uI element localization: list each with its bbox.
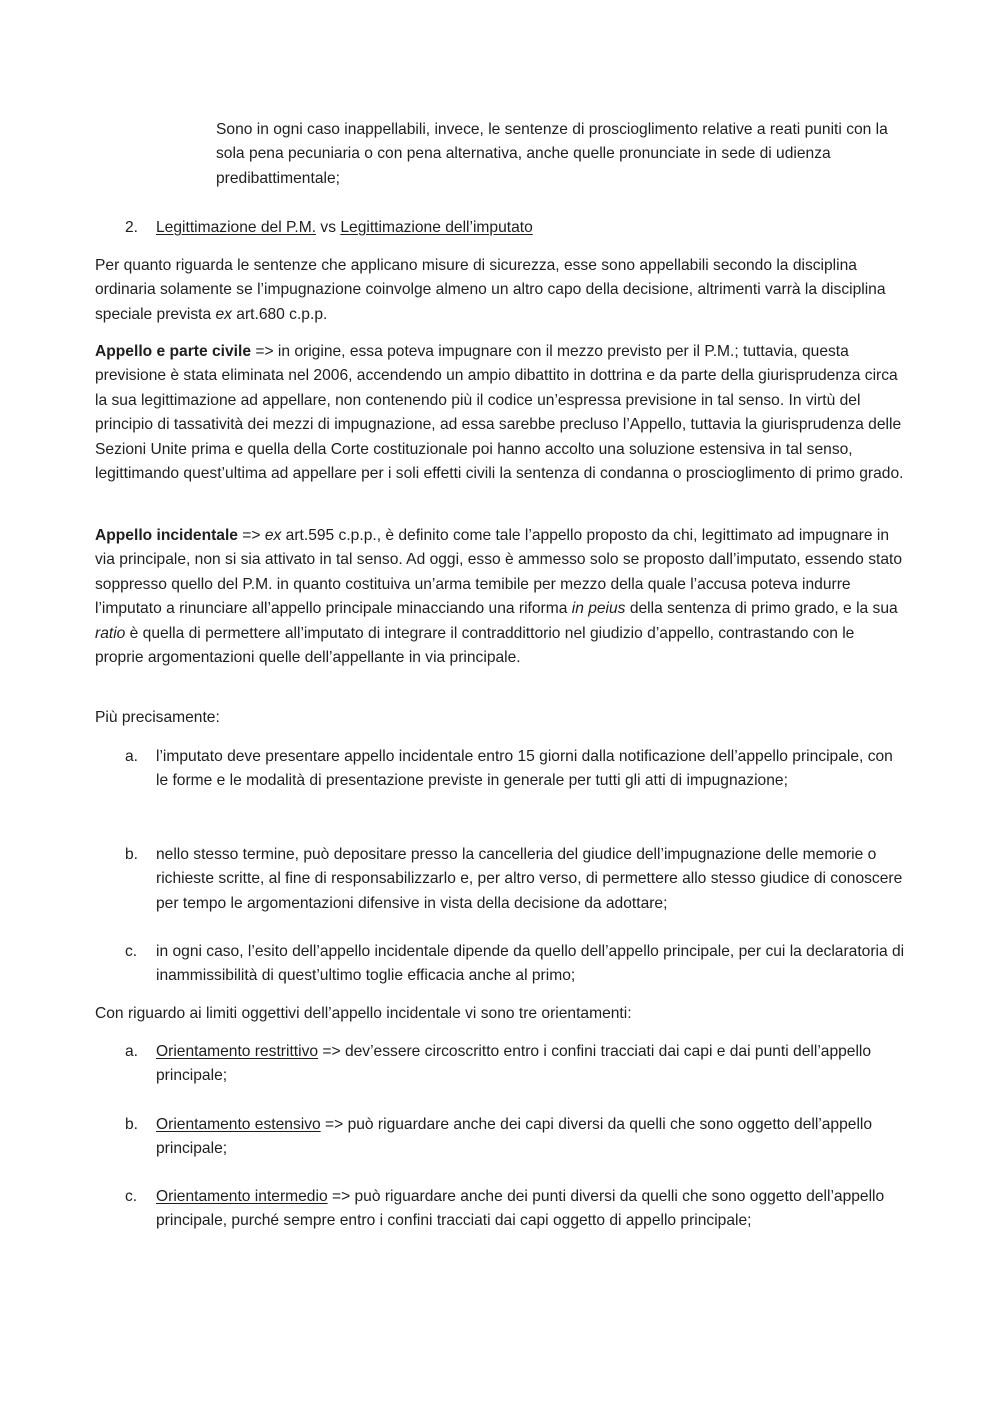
- intro-paragraph: Sono in ogni caso inappellabili, invece, le sentenze di proscioglimento relative a reati puniti con la sola pena pecuniaria o con pena alternativa, anche quelle pronunciate in sede di udienza predibattimentale;: [216, 121, 888, 187]
- text-span: è quella di permettere all’imputato di integrare il contraddittorio nel giudizio d’appello, contrastando con le proprie argomentazioni quelle dell’appellante in via principale.: [95, 624, 855, 667]
- list-item-a: [125, 745, 907, 794]
- text-span: => in origine, essa poteva impugnare con il mezzo previsto per il P.M.; tuttavia, questa previsione è stata eliminata nel 2006, accendendo un ampio dibattito in dottrina e da parte della giurisprudenza circa la sua legittimazione ad appellare, non contenendo più il codice un’espressa previsione in tal senso. In virtù del principio di tassatività dei mezzi di impugnazione, ad essa sarebbe precluso l’Appello, tuttavia la giurisprudenza delle Sezioni Unite prima e quella della Corte costituzionale poi hanno accolto una soluzione estensiva in tal senso, legittimando quest’ultima ad appellare per i soli effetti civili la sentenza di condanna o proscioglimento di primo grado.: [95, 343, 904, 483]
- orientamento-b: [125, 1113, 907, 1162]
- italic-ex: ex: [264, 527, 282, 544]
- piu-precisamente: Più precisamente:: [95, 709, 220, 726]
- list-marker: b.: [125, 846, 139, 863]
- paragraph-misure-sicurezza: [95, 254, 907, 327]
- list-item-text: l’imputato deve presentare appello incidentale entro 15 giorni dalla notificazione dell’appello principale, con le forme e le modalità di presentazione previste in generale per tutti gli atti di impugnazione;: [156, 748, 893, 790]
- legittimazione-pm-link-text: Legittimazione del P.M.: [156, 219, 317, 236]
- text-span: => dev’essere circoscritto entro i confini tracciati dai capi e dai punti dell’appello principale;: [156, 1043, 872, 1085]
- orientamento-a: [125, 1040, 907, 1089]
- italic-in-peius: in peius: [571, 600, 626, 618]
- limiti-intro: Con riguardo ai limiti oggettivi dell’appello incidentale vi sono tre orientamenti:: [95, 1005, 632, 1022]
- heading-parte-civile: Appello e parte civile: [95, 343, 251, 360]
- text-span: => può riguardare anche dei capi diversi da quelli che sono oggetto dell’appello principale;: [156, 1116, 873, 1158]
- text-span: art.595 c.p.p., è definito come tale l’appello proposto da chi, legittimato ad impugnare in via principale, non si sia attivato in tal senso. Ad oggi, esso è ammesso solo se proposto dall’imputato, essendo stato soppresso quello del P.M. in quanto costituiva un’arma temibile per mezzo della quale l’accusa poteva indurre l’imputato a rinunciare all’appello principale minacciando una riforma: [95, 527, 902, 618]
- list-item-text: [156, 1040, 907, 1089]
- heading-appello-incidentale: Appello incidentale: [95, 527, 238, 544]
- list-item-text: in ogni caso, l’esito dell’appello incidentale dipende da quello dell’appello principale, per cui la declaratoria di inammissibilità di quest’ultimo toglie efficacia anche al primo;: [156, 943, 905, 985]
- italic-ratio: ratio: [95, 624, 126, 642]
- list-item-b: [125, 843, 907, 916]
- list-number: 2.: [125, 219, 139, 236]
- list-marker: a.: [125, 1043, 139, 1060]
- list-item-text: nello stesso termine, può depositare presso la cancelleria del giudice dell’impugnazione delle memorie o richieste scritte, al fine di responsabilizzarlo e, per altro verso, di permettere allo stesso giudice di conoscere per tempo le argomentazioni difensive in vista della decisione da adottare;: [156, 846, 903, 912]
- orientamento-c: [125, 1185, 907, 1234]
- text-span: della sentenza di primo grado, e la sua: [625, 600, 898, 618]
- vs-text: vs: [316, 219, 341, 236]
- orientamento-title: Orientamento estensivo: [156, 1116, 321, 1133]
- list-item-2: [125, 216, 907, 240]
- paragraph-appello-incidentale: [95, 524, 907, 670]
- list-marker: c.: [125, 1188, 138, 1205]
- paragraph-parte-civile: [95, 340, 907, 486]
- italic-ex: ex: [215, 305, 232, 323]
- list-marker: c.: [125, 943, 138, 960]
- list-item-text: [156, 1185, 907, 1234]
- list-marker: a.: [125, 748, 139, 765]
- text-span: => può riguardare anche dei punti diversi da quelli che sono oggetto dell’appello principale, purché sempre entro i confini tracciati dai capi oggetto di appello principale;: [156, 1188, 885, 1230]
- list-marker: b.: [125, 1116, 139, 1133]
- list-item-c: [125, 940, 907, 989]
- orientamento-title: Orientamento restrittivo: [156, 1043, 319, 1060]
- text-span: =>: [237, 527, 265, 544]
- orientamento-title: Orientamento intermedio: [156, 1188, 328, 1205]
- text-span: art.680 c.p.p.: [231, 305, 328, 323]
- text-span: Per quanto riguarda le sentenze che applicano misure di sicurezza, esse sono appellabili secondo la disciplina ordinaria solamente se l’impugnazione coinvolge almeno un altro capo della decisione, altrimenti varrà la disciplina speciale prevista: [95, 257, 886, 323]
- list-item-text: [156, 1113, 907, 1162]
- legittimazione-imputato-text: Legittimazione dell’imputato: [340, 219, 533, 236]
- list-item-text: [156, 216, 907, 240]
